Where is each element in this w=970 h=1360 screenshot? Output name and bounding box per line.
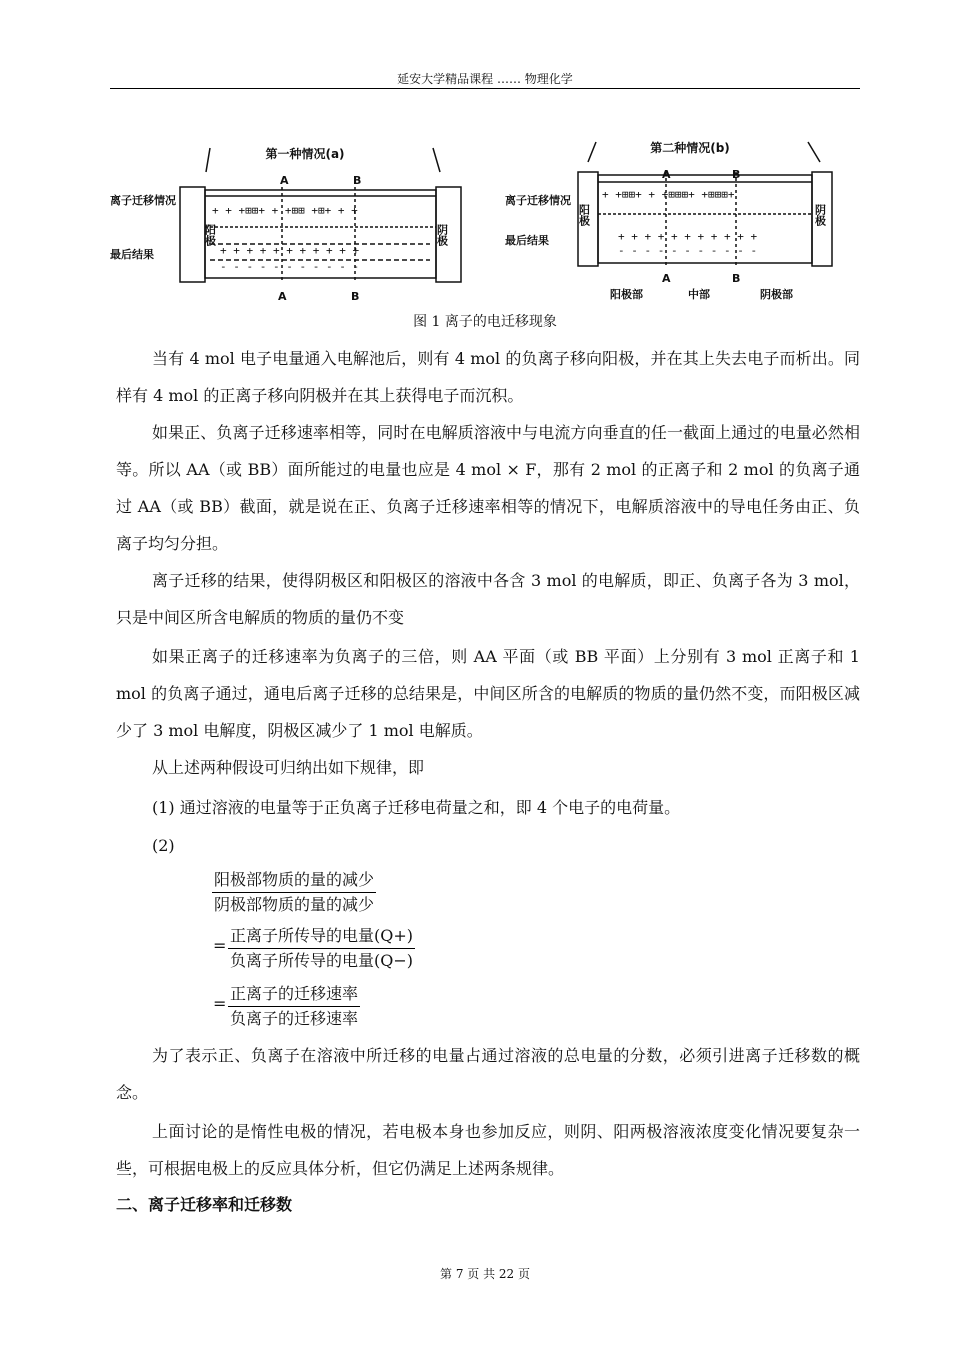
right-result-row-1: + + + + + + + + + + +	[618, 230, 758, 243]
ion-migration-figure	[110, 132, 860, 307]
right-region-cathode: 阴极部	[760, 288, 793, 301]
right-marker-b-top: B	[732, 168, 741, 181]
left-marker-b-top: B	[353, 174, 362, 187]
fraction-1-denominator: 阴极部物质的量的减少	[214, 895, 375, 914]
right-row-label-2: 最后结果	[505, 234, 549, 247]
fraction-2-numerator: 正离子所传导的电量(Q+)	[228, 924, 415, 949]
list-item-1: (1) 通过溶液的电量等于正负离子迁移电荷量之和，即 4 个电子的电荷量。	[152, 798, 681, 817]
right-region-anode: 阳极部	[610, 288, 643, 301]
right-marker-a-top: A	[662, 168, 671, 181]
list-item-2: (2)	[152, 836, 175, 855]
left-marker-a-top: A	[280, 174, 289, 187]
fraction-1	[212, 868, 376, 917]
paragraph-5: 从上述两种假设可归纳出如下规律，即	[152, 758, 425, 777]
fraction-2	[228, 924, 415, 973]
left-cathode-label: 阴极	[435, 224, 449, 246]
figure-caption: 图 1 离子的电迁移现象	[413, 314, 557, 330]
left-result-row-2: - - - - - - - - - - -	[220, 260, 360, 273]
paragraph-1: 当有 4 mol 电子电量通入电解池后，则有 4 mol 的负离子移向阳极，并在其上失去电子而析出。同样有 4 mol 的正离子移向阴极并在其上获得电子而沉积。	[116, 349, 860, 405]
right-title: 第二种情况(b)	[650, 141, 730, 155]
equals-sign-1: =	[213, 936, 227, 955]
left-result-row-1: + + + + + + + + + + +	[220, 244, 360, 257]
right-result-row-2: - - - - - - - - - - -	[618, 244, 758, 257]
paragraph-4: 如果正离子的迁移速率为负离子的三倍，则 AA 平面（或 BB 平面）上分别有 3 mol 正离子和 1 mol 的负离子通过，通电后离子迁移的总结果是，中间区所含的电解质的物质的量仍然不变，而阳极区减少了 3 mol 电解度，阴极区减少了 1 mol 电解质。	[116, 647, 860, 740]
right-marker-a-bottom: A	[662, 272, 671, 285]
page-header: 延安大学精品课程 …… 物理化学	[397, 72, 573, 86]
paragraph-7: 上面讨论的是惰性电极的情况，若电极本身也参加反应，则阴、阳两极溶液浓度变化情况要复杂一些，可根据电极上的反应具体分析，但它仍满足上述两条规律。	[116, 1122, 860, 1178]
left-marker-a-bottom: A	[278, 290, 287, 303]
right-cathode-label: 阴极	[813, 204, 827, 226]
right-ion-row: + +⊞⊞+ + +⊞⊞⊞+ +⊞⊞⊞+	[602, 188, 735, 201]
header-rule	[110, 88, 860, 89]
left-ion-row: + + +⊞⊞+ + +⊞⊞ +⊞+ + +	[212, 204, 358, 217]
section-title: 二、离子迁移率和迁移数	[116, 1195, 293, 1214]
fraction-1-numerator: 阳极部物质的量的减少	[212, 868, 376, 893]
left-marker-b-bottom: B	[351, 290, 360, 303]
right-anode-label: 阳极	[577, 204, 591, 226]
paragraph-6: 为了表示正、负离子在溶液中所迁移的电量占通过溶液的总电量的分数，必须引进离子迁移数的概念。	[116, 1046, 860, 1102]
paragraph-2: 如果正、负离子迁移速率相等，同时在电解质溶液中与电流方向垂直的任一截面上通过的电量必然相等。所以 AA（或 BB）面所能过的电量也应是 4 mol × F，那有 2 mol 的正离子和 2 mol 的负离子通过 AA（或 BB）截面，就是说在正、负离子迁移速率相等的情况下，电解质溶液中的导电任务由正、负离子均匀分担。	[116, 423, 860, 553]
right-marker-b-bottom: B	[732, 272, 741, 285]
fraction-2-denominator: 负离子所传导的电量(Q−)	[230, 951, 414, 970]
fraction-3-denominator: 负离子的迁移速率	[230, 1009, 359, 1028]
page-footer: 第 7 页 共 22 页	[440, 1267, 530, 1281]
left-title: 第一种情况(a)	[265, 147, 345, 161]
fraction-3	[228, 982, 360, 1031]
paragraph-3: 离子迁移的结果，使得阴极区和阳极区的溶液中各含 3 mol 的电解质，即正、负离子各为 3 mol，只是中间区所含电解质的物质的量仍不变	[116, 571, 860, 627]
left-row-label-1: 离子迁移情况	[110, 194, 176, 207]
equals-sign-2: =	[213, 994, 227, 1013]
fraction-3-numerator: 正离子的迁移速率	[228, 982, 360, 1007]
right-region-middle: 中部	[688, 288, 710, 301]
left-anode-label: 阳极	[203, 224, 217, 246]
left-row-label-2: 最后结果	[110, 248, 154, 261]
right-row-label-1: 离子迁移情况	[505, 194, 571, 207]
